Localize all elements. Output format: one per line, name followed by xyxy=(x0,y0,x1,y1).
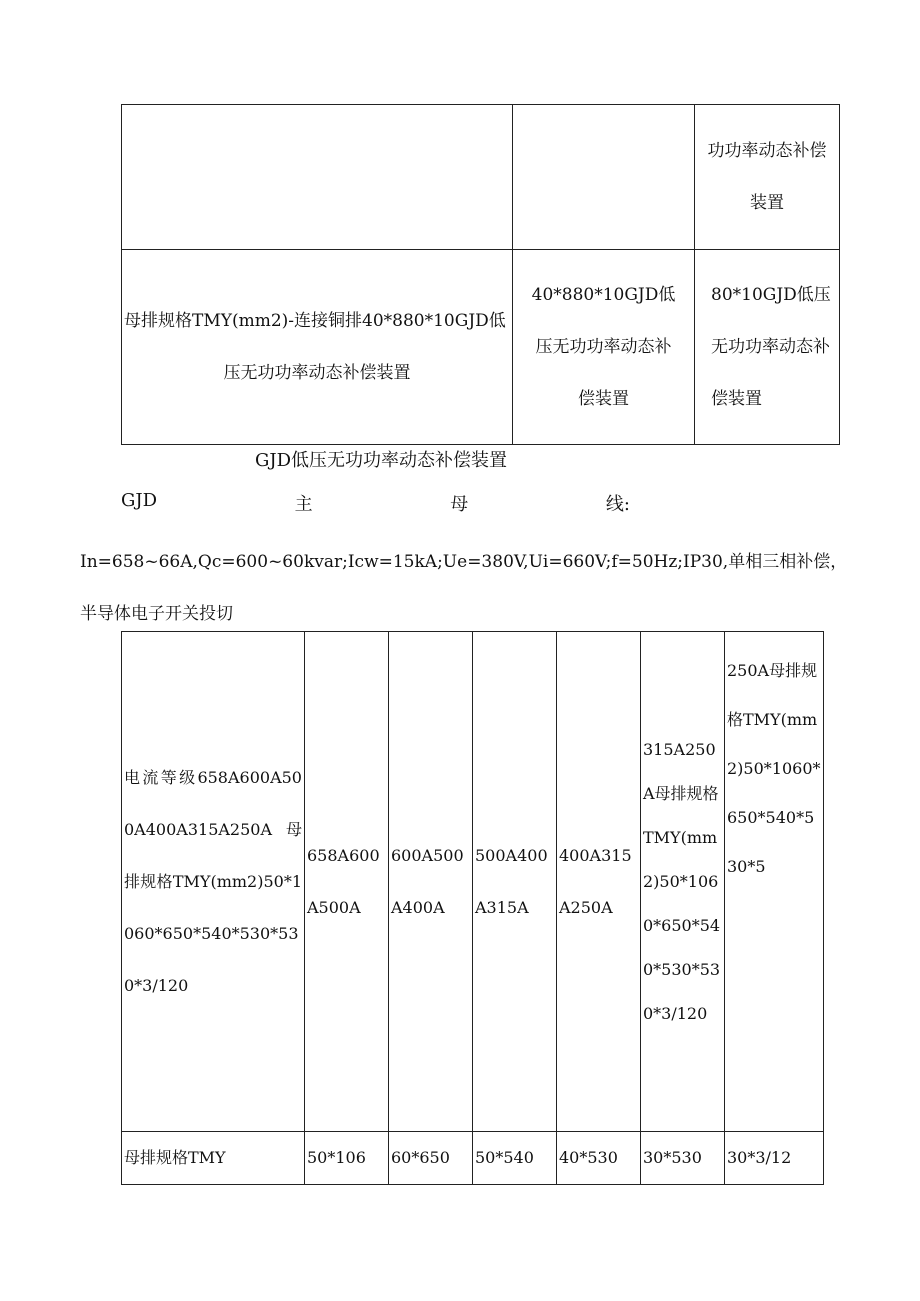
busbar-label: 线: xyxy=(605,494,630,515)
table-header-cell: 315A250A母排规格TMY(mm2)50*1060*650*540*530*530*3/120 xyxy=(641,632,725,1132)
table-row xyxy=(122,1132,824,1185)
table-header-cell: 400A315A250A xyxy=(557,632,641,1132)
table-header-cell: 500A400A315A xyxy=(473,632,557,1132)
table-row xyxy=(122,105,840,250)
table-cell: 30*3/12 xyxy=(725,1132,824,1185)
busbar-spec-table xyxy=(121,631,824,1185)
compensation-table-top xyxy=(121,104,840,445)
busbar-label: 母 xyxy=(450,494,469,515)
table-cell: 30*530 xyxy=(641,1132,725,1185)
table-row xyxy=(122,250,840,445)
table-cell: 40*530 xyxy=(557,1132,641,1185)
table-header-cell: 600A500A400A xyxy=(389,632,473,1132)
busbar-label: 主 xyxy=(294,494,313,515)
table-cell xyxy=(513,105,695,250)
table-cell: 母排规格TMY xyxy=(122,1132,305,1185)
busbar-label: GJD xyxy=(121,490,158,511)
parameter-text: In=658~66A,Qc=600~60kvar;Icw=15kA;Ue=380V,Ui=660V;f=50Hz;IP30,单相三相补偿，半导体电子开关投切 xyxy=(80,552,848,624)
table-cell: 50*540 xyxy=(473,1132,557,1185)
table-cell: 80*10GJD低压无功功率动态补偿装置 xyxy=(695,250,840,445)
busbar-heading xyxy=(121,490,630,516)
table-header-cell: 658A600A500A xyxy=(305,632,389,1132)
table-cell: 60*650 xyxy=(389,1132,473,1185)
table-cell: 50*106 xyxy=(305,1132,389,1185)
caption: GJD低压无功功率动态补偿装置 xyxy=(255,450,508,471)
table-header-cell: 电流等级658A600A500A400A315A250A母排规格TMY(mm2)50*1060*650*540*530*530*3/120 xyxy=(122,632,305,1132)
table-row xyxy=(122,632,824,1132)
table-cell xyxy=(122,105,513,250)
table-header-cell: 250A母排规格TMY(mm2)50*1060*650*540*530*5 xyxy=(725,632,824,1132)
table-cell: 功功率动态补偿装置 xyxy=(695,105,840,250)
table-cell: 母排规格TMY(mm2)-连接铜排40*880*10GJD低压无功功率动态补偿装置 xyxy=(122,250,513,445)
table-cell: 40*880*10GJD低压无功功率动态补偿装置 xyxy=(513,250,695,445)
